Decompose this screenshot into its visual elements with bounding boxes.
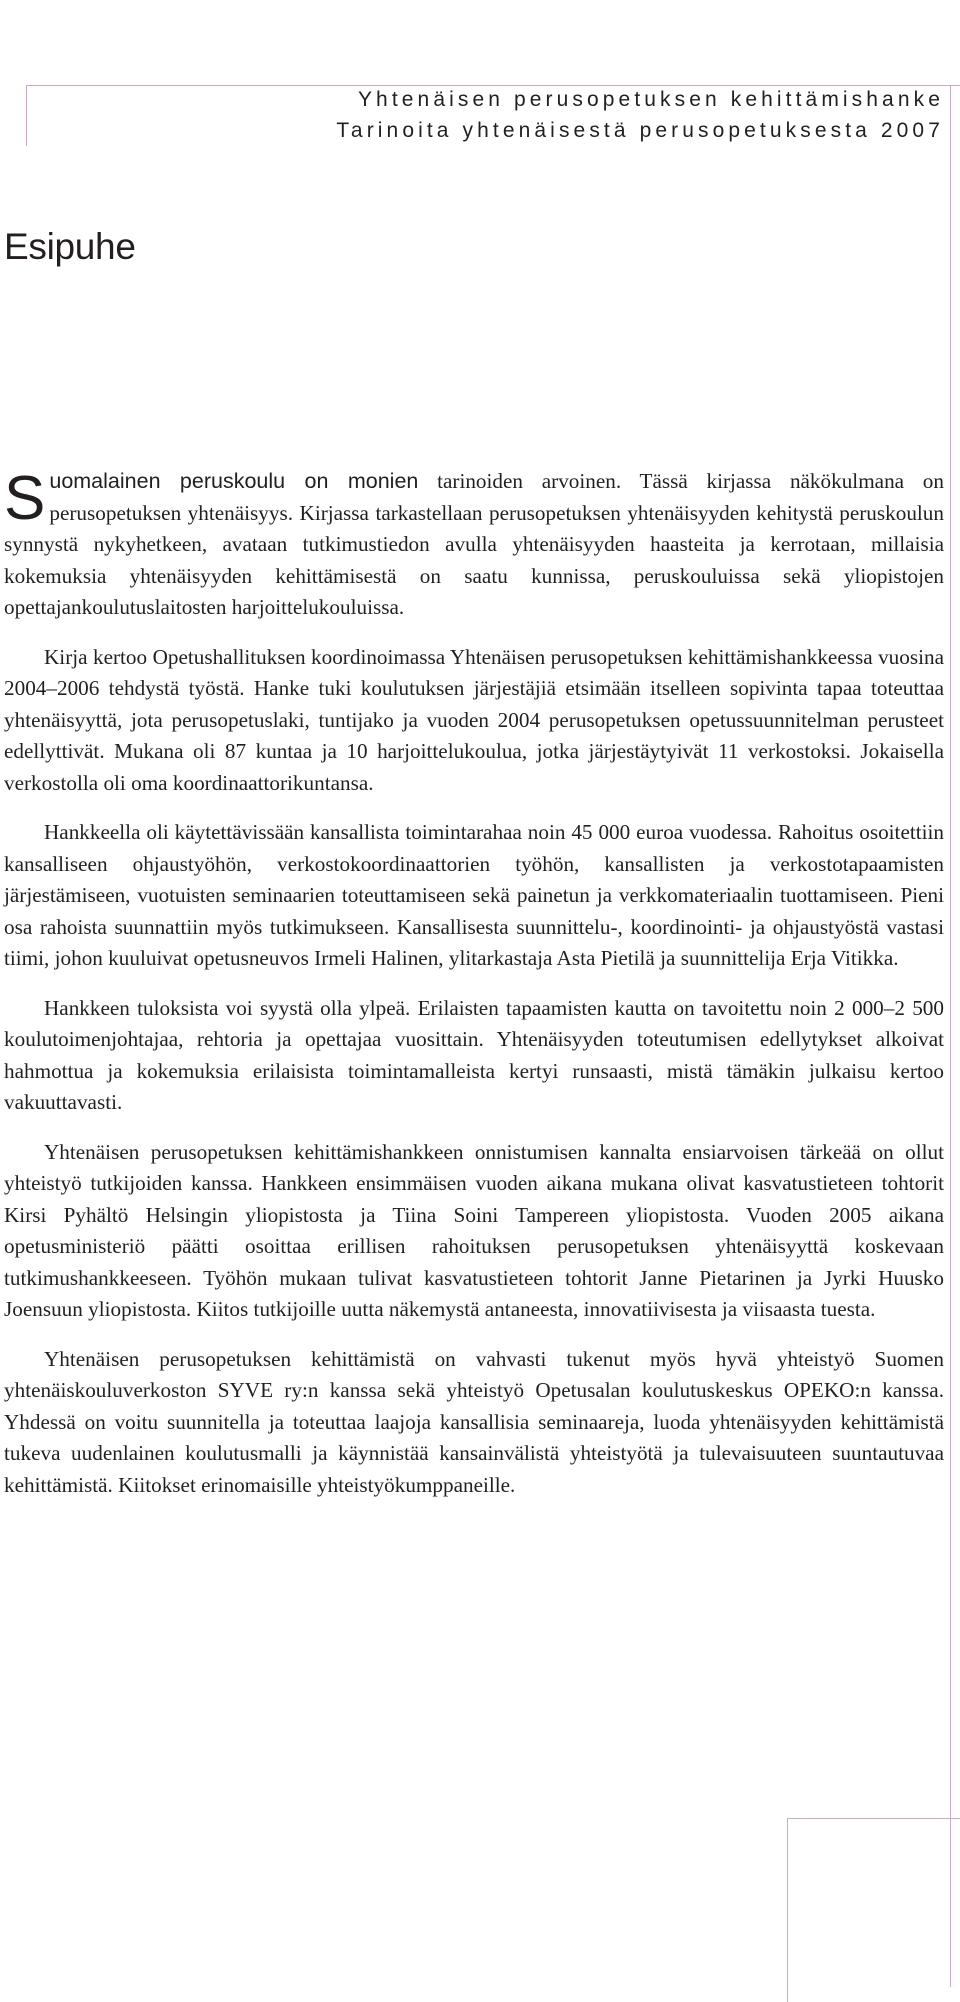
frame-right-line — [950, 85, 951, 1987]
header-book-title: Tarinoita yhtenäisestä perusopetuksesta 2007 — [336, 119, 944, 142]
running-header — [336, 84, 944, 146]
frame-bottom-line — [787, 1818, 960, 1819]
paragraph-3: Hankkeella oli käytettävissään kansallista toimintarahaa noin 45 000 euroa vuodessa. Rahoitus osoitettiin kansalliseen ohjaustyöhön, verkostokoordinaattorien työhön, kansallisten ja verkostotapaamisten järjestämiseen, vuotuisten seminaarien toteuttamiseen sekä painetun ja verkkomateriaalin tuottamiseen. Pieni osa rahoista suunnattiin myös tutkimukseen. Kansallisesta suunnittelu-, koordinointi- ja ohjaustyöstä vastasi tiimi, johon kuuluivat opetusneuvos Irmeli Halinen, ylitarkastaja Asta Pietilä ja suunnittelija Erja Vitikka. — [4, 820, 944, 970]
preface-body — [4, 466, 944, 1519]
drop-cap: S — [4, 464, 46, 533]
frame-left-tick — [26, 85, 27, 146]
page-title: Esipuhe — [4, 226, 136, 267]
header-series-title: Yhtenäisen perusopetuksen kehittämishanke — [357, 88, 944, 111]
paragraph-4: Hankkeen tuloksista voi syystä olla ylpeä. Erilaisten tapaamisten kautta on tavoitettu noin 2 000–2 500 koulutoimenjohtajaa, rehtoria ja opettajaa vuosittain. Yhtenäisyyden toteutumisen edellytykset alkoivat hahmottua ja kokemuksia erilaisista toimintamalleista kertyi runsaasti, mistä tämäkin julkaisu kertoo vakuuttavasti. — [4, 995, 944, 1114]
paragraph-1-text: tarinoiden arvoinen. Tässä kirjassa näkökulmana on perusopetuksen yhtenäisyys. Kirjassa tarkastellaan perusopetuksen yhtenäisyyden kehitystä peruskoulun synnystä nykyhetkeen, avataan tutkimustiedon avulla yhtenäisyyden haasteita ja kerrotaan, millaisia kokemuksia yhtenäisyyden kehittämisestä on saatu kunnissa, peruskouluissa sekä yliopistojen opettajankoulutuslaitosten harjoittelukouluissa. — [4, 469, 944, 619]
frame-bottom-tick — [787, 1818, 788, 2002]
lead-in-text: uomalainen peruskoulu on monien — [49, 469, 419, 493]
paragraph-2: Kirja kertoo Opetushallituksen koordinoimassa Yhtenäisen perusopetuksen kehittämishankkeessa vuosina 2004–2006 tehdystä työstä. Hanke tuki koulutuksen järjestäjiä etsimään itselleen sopivinta tapaa toteuttaa yhtenäisyyttä, jota perusopetuslaki, tuntijako ja vuoden 2004 perusopetuksen opetussuunnitelman perusteet edellyttivät. Mukana oli 87 kuntaa ja 10 harjoittelukoulua, jotka järjestäytyivät 11 verkostoksi. Jokaisella verkostolla oli oma koordinaattorikuntansa. — [4, 644, 944, 795]
paragraph-5: Yhtenäisen perusopetuksen kehittämishankkeen onnistumisen kannalta ensiarvoisen tärkeää on ollut yhteistyö tutkijoiden kanssa. Hankkeen ensimmäisen vuoden aikana mukana olivat kasvatustieteen tohtorit Kirsi Pyhältö Helsingin yliopistosta ja Tiina Soini Tampereen yliopistosta. Vuoden 2005 aikana opetusministeriö päätti osoittaa erillisen rahoituksen perusopetuksen yhtenäisyyttä koskevaan tutkimushankkeeseen. Työhön mukaan tulivat kasvatustieteen tohtorit Janne Pietarinen ja Jyrki Huusko Joensuun yliopistosta. Kiitos tutkijoille uutta näkemystä antaneesta, innovatiivisesta ja viisaasta tuesta. — [4, 1139, 944, 1321]
paragraph-1 — [4, 466, 944, 624]
paragraph-6: Yhtenäisen perusopetuksen kehittämistä on vahvasti tukenut myös hyvä yhteistyö Suomen yhtenäiskouluverkoston SYVE ry:n kanssa sekä yhteistyö Opetusalan koulutuskeskus OPEKO:n kanssa. Yhdessä on voitu suunnitella ja toteuttaa laajoja kansallisia seminaareja, luoda yhtenäisyyden kehittämistä tukeva uudenlainen koulutusmalli ja käynnistää kansainvälistä yhteistyötä ja tulevaisuuteen suuntautuvaa kehittämistä. Kiitokset erinomaisille yhteistyökumppaneille. — [4, 1346, 944, 1497]
